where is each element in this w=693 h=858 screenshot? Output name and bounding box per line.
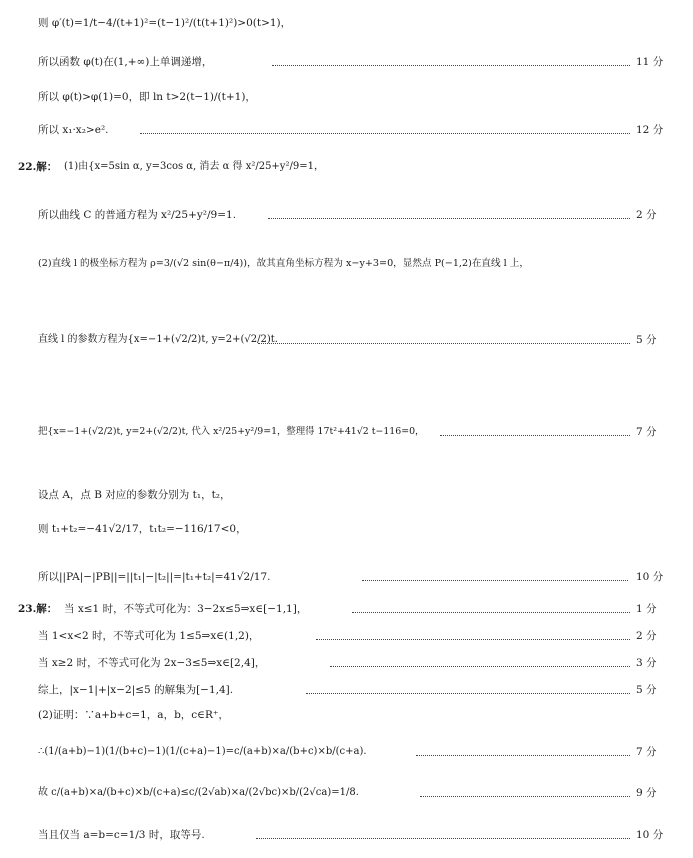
score-label: 12 分: [636, 124, 664, 136]
solution-line: [0, 117, 693, 147]
solution-line: [0, 735, 693, 771]
solution-line: [0, 8, 693, 38]
problem-22-header: [0, 148, 693, 188]
solution-line: [0, 512, 693, 548]
math-text: 所以||PA|−|PB||=||t₁|−|t₂||=|t₁+t₂|=41√2/17.: [38, 571, 271, 583]
score-label: 10 分: [636, 571, 664, 583]
solution-line: [0, 650, 693, 680]
solution-line: [0, 623, 693, 653]
score-label: 1 分: [636, 603, 657, 615]
dot-leader: [268, 218, 630, 219]
math-text: (2)证明：∵a+b+c=1，a，b，c∈R⁺，: [38, 709, 229, 721]
math-text: 直线 l 的参数方程为{x=−1+(√2/2)t, y=2+(√2/2)t.: [38, 334, 278, 345]
dot-leader: [416, 755, 630, 756]
math-text: ∴(1/(a+b)−1)(1/(b+c)−1)(1/(c+a)−1)=c/(a+b)×a/(b+c)×b/(c+a).: [38, 746, 367, 757]
solution-line: [0, 820, 693, 854]
math-text: 故 c/(a+b)×a/(b+c)×b/(c+a)≤c/(2√ab)×a/(2√bc)×b/(2√ca)=1/8.: [38, 787, 359, 798]
math-text: 所以曲线 C 的普通方程为 x²/25+y²/9=1.: [38, 209, 237, 221]
math-text: (1)由{x=5sin α, y=3cos α, 消去 α 得 x²/25+y²/9=1，: [64, 161, 324, 172]
dot-leader: [140, 133, 630, 134]
solution-line: [0, 395, 693, 470]
math-text: 当 x≥2 时，不等式可化为 2x−3≤5⇒x∈[2,4]，: [38, 657, 266, 669]
math-text: 当且仅当 a=b=c=1/3 时，取等号.: [38, 829, 205, 841]
score-label: 2 分: [636, 630, 657, 642]
math-text: 所以 x₁·x₂>e².: [38, 124, 109, 136]
math-text: 设点 A，点 B 对应的参数分别为 t₁，t₂，: [38, 489, 231, 501]
solution-line: [0, 560, 693, 596]
math-text: 当 1<x<2 时，不等式可化为 1≤5⇒x∈(1,2)，: [38, 630, 260, 642]
math-text: 当 x≤1 时，不等式可化为：3−2x≤5⇒x∈[−1,1]，: [64, 603, 308, 615]
dot-leader: [256, 838, 630, 839]
solution-line: [0, 776, 693, 812]
solution-line: [0, 82, 693, 112]
math-text: (2)直线 l 的极坐标方程为 ρ=3/(√2 sin(θ−π/4))，故其直角坐标方程为 x−y+3=0，显然点 P(−1,2)在直线 l 上，: [38, 258, 529, 269]
math-text: 所以函数 φ(t)在(1,+∞)上单调递增，: [38, 56, 213, 68]
math-text: 则 φ′(t)=1/t−4/(t+1)²=(t−1)²/(t(t+1)²)>0(t>1)，: [38, 17, 292, 29]
dot-leader: [352, 612, 630, 613]
dot-leader: [306, 693, 630, 694]
solution-line: [0, 47, 693, 77]
dot-leader: [272, 65, 630, 66]
score-label: 7 分: [636, 426, 657, 438]
score-label: 7 分: [636, 746, 657, 758]
solution-line: [0, 702, 693, 732]
score-label: 3 分: [636, 657, 657, 669]
problem-label: 22.解：: [18, 161, 58, 173]
score-label: 11 分: [636, 56, 664, 68]
problem-23-header: [0, 596, 693, 626]
solution-line: [0, 482, 693, 512]
dot-leader: [258, 343, 630, 344]
math-text: 所以 φ(t)>φ(1)=0，即 ln t>2(t−1)/(t+1)，: [38, 91, 256, 103]
score-label: 9 分: [636, 787, 657, 799]
score-label: 10 分: [636, 829, 664, 841]
score-label: 2 分: [636, 209, 657, 221]
dot-leader: [316, 639, 630, 640]
dot-leader: [330, 666, 630, 667]
math-text: 综上，|x−1|+|x−2|≤5 的解集为[−1,4].: [38, 684, 234, 696]
dot-leader: [440, 435, 630, 436]
dot-leader: [362, 580, 628, 581]
score-label: 5 分: [636, 334, 657, 346]
solution-line: [0, 305, 693, 375]
math-text: 则 t₁+t₂=−41√2/17，t₁t₂=−116/17<0，: [38, 523, 247, 535]
solution-line: [0, 200, 693, 230]
math-text: 把{x=−1+(√2/2)t, y=2+(√2/2)t, 代入 x²/25+y²/9=1，整理得 17t²+41√2 t−116=0，: [38, 426, 425, 437]
problem-label: 23.解：: [18, 603, 58, 615]
dot-leader: [420, 796, 630, 797]
solution-line: [0, 245, 693, 285]
score-label: 5 分: [636, 684, 657, 696]
